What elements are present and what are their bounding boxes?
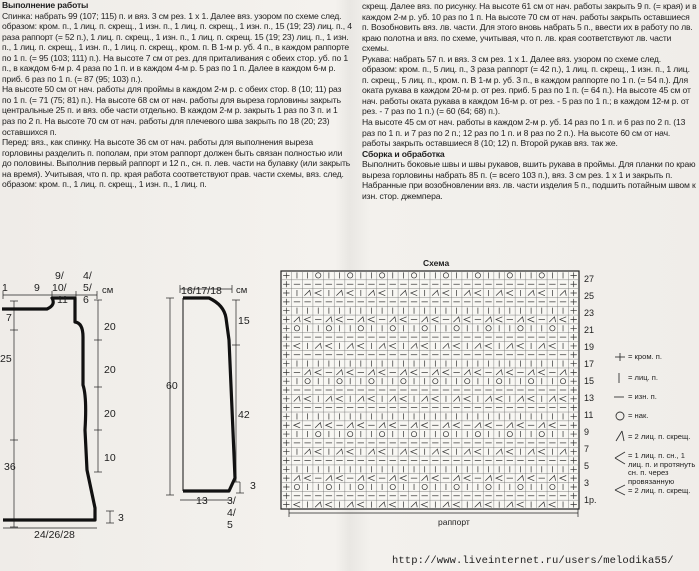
section-heading: Выполнение работы [2, 0, 89, 10]
body-label-36: 36 [4, 461, 16, 473]
stitch-chart-grid [281, 271, 579, 517]
body-label-6: 6 [83, 294, 89, 306]
assembly-instructions: Выполнить боковые швы и швы рукавов, вшить рукава в проймы. Для планки по краю выреза горловины набрать 85 п. (= всего 103 п.), вяз. 3 см рез. 1 х 1 и закрыть п. Набранные при возобновлении вяз. лв. части изделия 5 п., подшить потайным швом к изн. стор. джемпера. [362, 159, 696, 201]
sleeve-label-42: 42 [238, 409, 250, 421]
chart-row-number: 7 [584, 443, 590, 454]
assembly-heading: Сборка и обработка [362, 148, 445, 159]
legend-symbols [614, 353, 625, 495]
knit-two-crossed-icon [616, 431, 624, 441]
chart-row-number: 15 [584, 375, 595, 386]
body-label-7: 7 [6, 312, 12, 324]
legend-yarn-over: = нак. [628, 411, 649, 420]
body-label-3: 3 [118, 512, 124, 524]
edge-stitch-icon [615, 353, 625, 361]
body-unit-label: см [102, 285, 114, 296]
chart-row-number: 1р. [584, 494, 597, 505]
chart-row-number: 3 [584, 477, 590, 488]
body-label-11: 11 [57, 294, 68, 306]
knit-two-together-icon [615, 485, 625, 495]
body-label-width: 24/26/28 [34, 529, 75, 541]
rapport-label: раппорт [438, 517, 470, 527]
chart-row-number: 9 [584, 426, 590, 437]
sleeve-label-13: 13 [196, 495, 208, 507]
body-label-10: 10 [104, 452, 116, 464]
chart-row-number: 19 [584, 341, 595, 352]
legend-slip-knit-pass: = 1 лиц. п. сн., 1 лиц. п. и протянуть сн. п. через провязанную [628, 451, 696, 486]
chart-row-number: 11 [584, 409, 594, 420]
armhole-instructions: На высоте 50 см от нач. работы для проймы в каждом 2-м р. с обеих стор. 8 (10; 11) раз по 1 п. (= 71 (75; 81) п.). На высоте 68 см от нач. работы для выреза горловины закрыть центральные 25 п. и вяз. обе части отдельно. В каждом 2-м р. закрыть 1 раз по 3 п. и 1 раз по 2 п. На высоте 70 см от нач. работы для плечевого шва закрыть по 18 (20; 23) оставшихся п. [2, 84, 342, 137]
sleeve-label-5: 5 [227, 519, 233, 531]
sleeve-label-4-slash: 4/ [227, 507, 236, 519]
chart-row-number: 13 [584, 392, 595, 403]
source-url: http://www.liveinternet.ru/users/melodika55/ [392, 555, 674, 567]
chart-row-number: 23 [584, 307, 595, 318]
body-label-10: 10/ [52, 282, 67, 294]
body-label-4: 4/ [83, 270, 92, 282]
chart-row-number: 25 [584, 290, 595, 301]
body-label-5: 5/ [83, 282, 92, 294]
sleeve-instructions: Рукава: набрать 57 п. и вяз. 3 см рез. 1 х 1. Далее вяз. узором по схеме след. образом: кром. п., 5 лиц. п., 3 раза раппорт (= 42 п.), 1 лиц. п. скрещ., 1 изн. п., 1 лиц. п. скрещ., 5 лиц. п., кром. п. В 1-м р. уб. 3 п., в каждом раппорте по 1 п. (= 54 п.). Для оката рукава в каждом 20-м р. от рез. приб. 5 раз по 1 п. (= 64 п.). На высоте 45 см от нач. работы оката рукава в каждом 16-м р. от рез. - 5 раз по 1 п.; в каждом 12-м р. от рез. - 7 раз по 1 п.) (= 60 (64; 68) п.). [362, 53, 691, 117]
body-label-20a: 20 [104, 321, 116, 333]
sleeve-label-60: 60 [166, 380, 178, 392]
body-label-20b: 20 [104, 364, 116, 376]
legend-knit: = лиц. п. [628, 373, 659, 382]
chart-row-number: 21 [584, 324, 595, 335]
front-instructions: Перед: вяз., как спинку. На высоте 36 см от нач. работы для выполнения выреза горловины разделить п. пополам, при этом раппорт должен быть связан полностью или до половины. Выполнив первый раппорт и 12 п., сн. п. лев. части на булавку (или закрыть на время). Учитывая, что п. пр. края работа соответствуют прав. части схемы, вяз. след. образом: кром. п., 1 лиц. п. скрещ., 1 изн. п., 1 лиц. п. [2, 137, 351, 190]
slip-knit-pass-icon [615, 452, 625, 464]
chart-row-number: 17 [584, 358, 595, 369]
sleeve-label-3: 3 [250, 480, 256, 492]
back-instructions: Спинка: набрать 99 (107; 115) п. и вяз. 3 см рез. 1 х 1. Далее вяз. узором по схеме след. образом: кром. п., 1 лиц. п. скрещ., 1 изн. п., 1 лиц. п. скрещ., 1 изн. п., 15 (19; 23) лиц. п., 4 раза раппорт (= 52 п.), 1 лиц. п. скрещ., 1 изн. п., 1 лиц. п. скрещ. 15 (19; 23) лиц. п., 1 изн. п., 1 лиц. п. скрещ., 1 изн. п., 1 лиц. п. скрещ., кром. п. В 1-м р. уб. 4 п., в каждом раппорте по 1 п. (= 95 (103; 111) п.). На высоте 7 см от рез. для приталивания с обеих стор. уб. по 1 п., в каждом 6-м р. 4 раза по 1 п. и в каждом 4-м р. 5 раз по 1 п. Далее в каждом 6-м р. приб. 6 раз по 1 п. (= 87 (95; 103) п.). [2, 10, 352, 84]
legend-edge-stitch: = кром. п. [628, 352, 662, 361]
sleeve-label-15: 15 [238, 315, 250, 327]
body-label-25: 25 [0, 353, 12, 365]
body-label-width-9: 9 [34, 282, 40, 294]
chart-row-number: 27 [584, 273, 595, 284]
sleeve-cap-instructions: На высоте 45 см от нач. работы в каждом 2-м р. уб. 14 раз по 1 п. и 6 раз по 2 п. (13 раз по 1 п. и 7 раз по 2 п.; 12 раз по 1 п. и 8 раз по 2 п.). На высоте 60 см от нач. работы закрыть оставшиеся 8 (10; 12) п. Второй рукав вяз. так же. [362, 117, 686, 149]
chart-title: Схема [423, 258, 450, 268]
chart-row-number: 5 [584, 460, 590, 471]
sleeve-label-3-slash: 3/ [227, 495, 236, 507]
yarn-over-icon [616, 412, 624, 420]
legend-knit-two-crossed: = 2 лиц. п. скрещ. [628, 432, 691, 441]
body-label-1: 1 [2, 282, 8, 294]
sleeve-label-top: 16/17/18 [181, 285, 222, 297]
body-label-20c: 20 [104, 408, 116, 420]
body-label-9: 9/ [55, 270, 64, 282]
legend-purl: = изн. п. [628, 392, 657, 401]
legend-knit-two-together: = 2 лиц. п. скрещ. [628, 486, 691, 495]
sleeve-unit-label: см [236, 285, 248, 296]
front-continued-instructions: скрещ. Далее вяз. по рисунку. На высоте 61 см от нач. работы закрыть 9 п. (= края) и в каждом 2-м р. уб. 10 раз по 1 п. На высоте 70 см от нач. работы закрыть оставшиеся п. Возобновить вяз. лв. части. Для этого вновь набрать 5 п., ввести их в работу по лв. краю полотна и вяз. по схеме, учитывая, что п. лв. края соответствуют лв. части схемы. [362, 1, 697, 54]
